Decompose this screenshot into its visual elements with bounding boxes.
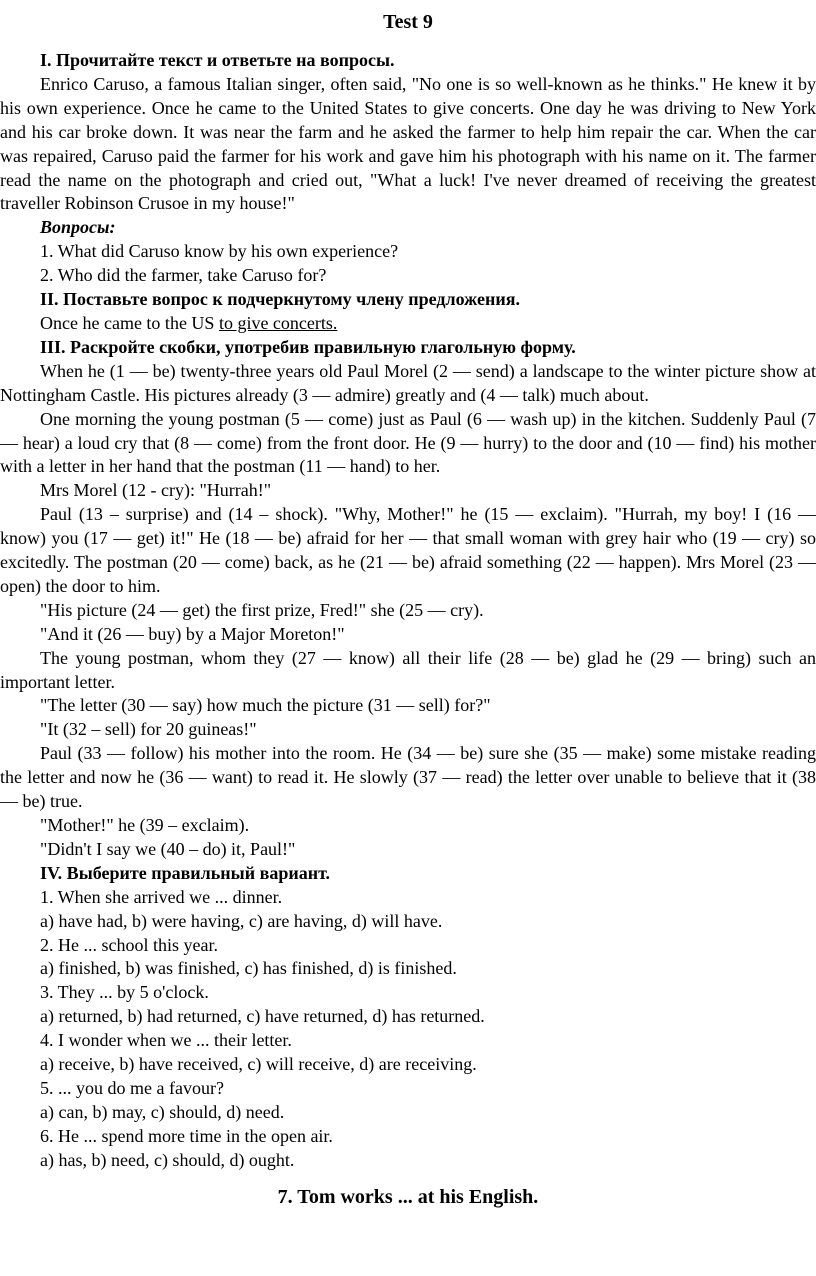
exercise-line: 5. ... you do me a favour?	[40, 1077, 224, 1098]
exercise-line: a) receive, b) have received, c) will receive, d) are receiving.	[40, 1054, 477, 1075]
section-2-heading: II. Поставьте вопрос к подчеркнутому члену предложения.	[40, 289, 520, 310]
section-3-paragraph: One morning the young postman (5 — come) just as Paul (6 — wash up) in the kitchen. Suddenly Paul (7 — hear) a loud cry that (8 — come) from the front door. He (9 — hurry) to the door and (10 — find) his mother with a letter in her hand that the postman (11 — hand) to her.	[0, 408, 816, 477]
section-3-paragraph: "It (32 – sell) for 20 guineas!"	[40, 719, 257, 740]
sentence-underlined: to give concerts.	[218, 312, 338, 333]
page-title: Test 9	[383, 11, 433, 33]
section-3-paragraph: "The letter (30 — say) how much the picture (31 — sell) for?"	[40, 695, 491, 716]
exercise-line: a) returned, b) had returned, c) have returned, d) has returned.	[40, 1006, 485, 1027]
exercise-line: a) finished, b) was finished, c) has finished, d) is finished.	[40, 958, 457, 979]
section-3-paragraph: The young postman, whom they (27 — know) all their life (28 — be) glad he (29 — bring) such an important letter.	[0, 647, 816, 692]
section-3-paragraph: Paul (13 – surprise) and (14 – shock). "Why, Mother!" he (15 — exclaim). "Hurrah, my boy! I (16 — know) you (17 — get) it!" He (18 — be) afraid for her — that small woman with grey hair who (19 — cry) so excitedly. The postman (20 — come) back, as he (21 — be) afraid something (22 — happen). Mrs Morel (23 — open) the door to him.	[0, 504, 816, 596]
exercise-line: 3. They ... by 5 o'clock.	[40, 982, 209, 1003]
exercise-line: a) have had, b) were having, c) are having, d) will have.	[40, 910, 443, 931]
cut-off-question: 7. Tom works ... at his English.	[277, 1185, 539, 1208]
section-3-paragraph: "Didn't I say we (40 – do) it, Paul!"	[40, 838, 296, 859]
questions-label: Вопросы:	[40, 217, 116, 238]
exercise-line: 1. When she arrived we ... dinner.	[40, 886, 283, 907]
question-2: 2. Who did the farmer, take Caruso for?	[40, 265, 327, 286]
sentence-plain: Once he came to the US	[40, 312, 219, 333]
exercise-line: 6. He ... spend more time in the open air.	[40, 1125, 333, 1146]
exercise-line: a) can, b) may, c) should, d) need.	[40, 1101, 285, 1122]
section-2-sentence	[0, 312, 816, 336]
section-3-paragraph: "And it (26 — buy) by a Major Moreton!"	[40, 623, 345, 644]
section-3-paragraph: "His picture (24 — get) the first prize, Fred!" she (25 — cry).	[40, 599, 484, 620]
exercise-line: a) has, b) need, c) should, d) ought.	[40, 1149, 295, 1170]
exercise-line: 2. He ... school this year.	[40, 934, 218, 955]
section-4-heading: IV. Выберите правильный вариант.	[40, 862, 331, 883]
exercise-line: 4. I wonder when we ... their letter.	[40, 1030, 292, 1051]
section-3-paragraph: Paul (33 — follow) his mother into the room. He (34 — be) sure she (35 — make) some mistake reading the letter and now he (36 — want) to read it. He slowly (37 — read) the letter over unable to believe that it (38 — be) true.	[0, 743, 816, 812]
section-1-text: Enrico Caruso, a famous Italian singer, often said, "No one is so well-known as he thinks." He knew it by his own experience. Once he came to the United States to give concerts. One day he was driving to New York and his car broke down. It was near the farm and he asked the farmer to help him repair the car. When the car was repaired, Caruso paid the farmer for his work and gave him his photograph with his name on it. The farmer read the name on the photograph and cried out, "What a luck! I've never dreamed of receiving the greatest traveller Robinson Crusoe in my house!"	[0, 73, 816, 214]
question-1: 1. What did Caruso know by his own experience?	[40, 241, 399, 262]
section-1-heading: I. Прочитайте текст и ответьте на вопросы.	[40, 50, 395, 70]
section-3-paragraph: When he (1 — be) twenty-three years old Paul Morel (2 — send) a landscape to the winter picture show at Nottingham Castle. His pictures already (3 — admire) greatly and (4 — talk) much about.	[0, 360, 816, 405]
section-3-heading: III. Раскройте скобки, употребив правильную глагольную форму.	[40, 336, 576, 357]
section-3-paragraph: "Mother!" he (39 – exclaim).	[40, 815, 250, 835]
section-3-paragraph: Mrs Morel (12 - cry): "Hurrah!"	[40, 480, 272, 501]
